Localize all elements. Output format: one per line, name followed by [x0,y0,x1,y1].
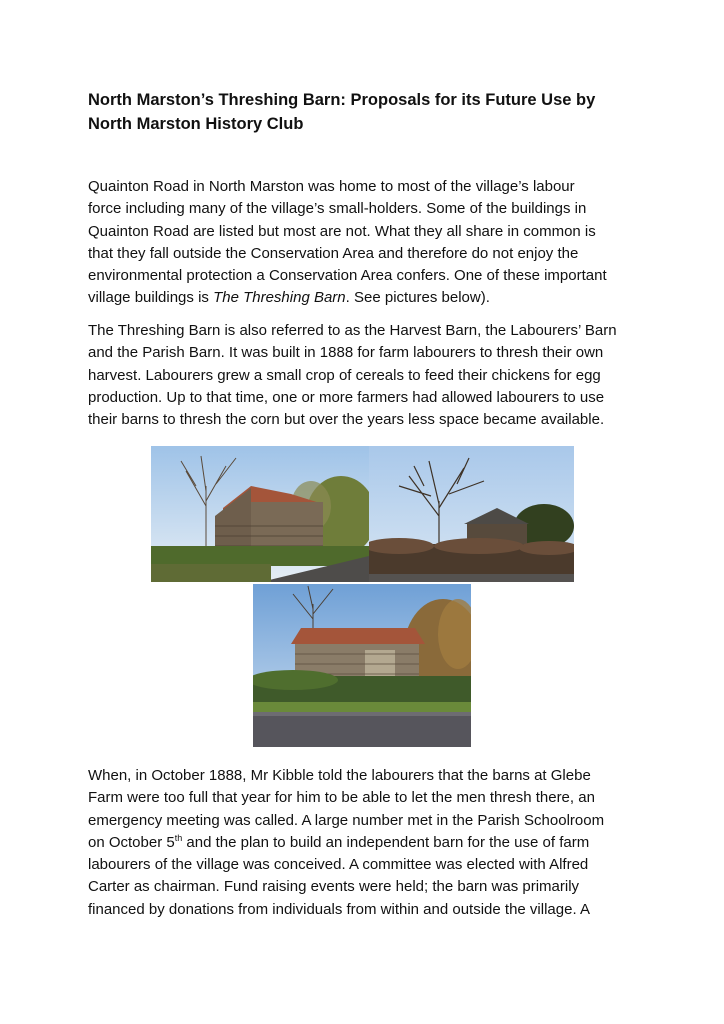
italic-barn-name: The Threshing Barn [213,289,346,307]
paragraph-barn-history [88,320,648,431]
text-line: harvest. Labourers grew a small crop of cereals to feed their chickens for egg [88,366,601,384]
barn-photo-close-view [253,584,471,747]
paragraph-quainton-road [88,176,648,310]
ordinal-suffix: th [174,832,183,843]
text-line: Quainton Road are listed but most are not. What they all share in common is [88,222,596,240]
paragraph-barn-origin [88,765,648,921]
title-line: North Marston’s Threshing Barn: Proposals for its Future Use by [88,91,596,109]
text-line: financed by donations from individuals from within and outside the village. A [88,900,590,918]
text-line: their barns to thresh the corn but over the years less space became available. [88,411,605,429]
text-line: environmental protection a Conservation Area confers. One of these important [88,267,607,285]
text-line: force including many of the village’s small-holders. Some of the buildings in [88,200,587,218]
text-run: . See pictures below). [345,289,490,307]
text-line: and the Parish Barn. It was built in 1888 for farm labourers to thresh their own [88,344,604,362]
text-line [88,832,648,854]
barn-photo-road-view [151,446,369,582]
page-title [88,88,648,136]
title-line: North Marston History Club [88,115,304,133]
text-line: The Threshing Barn is also referred to as the Harvest Barn, the Labourers’ Barn [88,322,617,339]
text-run: and the plan to build an independent barn for the use of farm [182,833,590,851]
text-line: production. Up to that time, one or more farmers had allowed labourers to use [88,388,605,406]
text-run: on October 5 [88,833,175,851]
text-line: When, in October 1888, Mr Kibble told the labourers that the barns at Glebe [88,767,591,784]
barn-photo-hedge-view [369,446,574,582]
text-line: Quainton Road in North Marston was home to most of the village’s labour [88,178,575,195]
text-line: Carter as chairman. Fund raising events were held; the barn was primarily [88,878,580,896]
text-line: Farm were too full that year for him to be able to let the men thresh there, an [88,789,595,807]
text-line: emergency meeting was called. A large number met in the Parish Schoolroom [88,811,605,829]
text-line: that they fall outside the Conservation Area and therefore do not enjoy the [88,244,579,262]
text-line: labourers of the village was conceived. A committee was elected with Alfred [88,856,589,874]
text-run: village buildings is [88,289,214,307]
text-line [88,287,648,309]
